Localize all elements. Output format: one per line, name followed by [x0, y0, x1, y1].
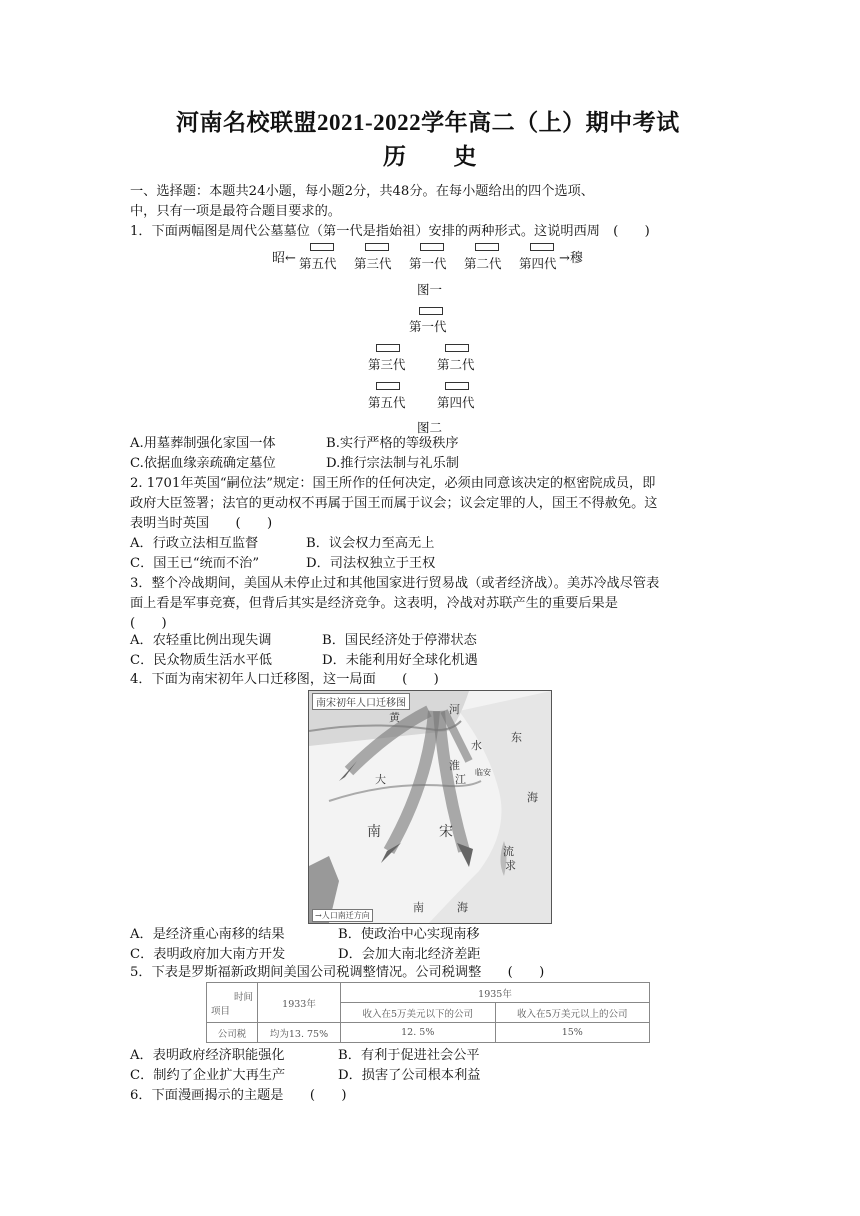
map-label: 水: [471, 739, 482, 752]
map-label-linan: 临安: [475, 768, 491, 777]
q3-stem-line3: ( ): [130, 616, 167, 631]
table-corner: [207, 983, 258, 1023]
q2-stem-line2: 政府大臣签署；法官的更动权不再属于国王而属于议会；议会定罪的人，国王不得赦免。这: [130, 496, 658, 511]
q2-option-d[interactable]: D．司法权独立于王权: [306, 556, 436, 571]
map-label: 流: [503, 845, 514, 858]
value-low-income: 12. 5%: [341, 1023, 496, 1043]
map-label: 黄: [389, 711, 400, 724]
tomb-box: [365, 243, 389, 251]
page-title: 河南名校联盟2021-2022学年高二（上）期中考试: [176, 110, 680, 135]
q1-stem: 1．下面两幅图是周代公墓墓位（第一代是指始祖）安排的两种形式。这说明西周 ( ): [130, 224, 650, 239]
corner-top-label: 时间: [233, 991, 253, 1003]
q5-option-b[interactable]: B．有利于促进社会公平: [338, 1048, 480, 1063]
q5-option-d[interactable]: D．损害了公司根本利益: [338, 1068, 481, 1083]
map-label: 河: [449, 703, 460, 716]
map-label: 海: [527, 791, 538, 804]
section-instruction-line2: 中，只有一项是最符合题目要求的。: [130, 204, 341, 219]
gen-label: 第四代: [519, 256, 557, 271]
gen-label: 第一代: [409, 319, 447, 334]
gen-label: 第二代: [437, 357, 475, 372]
map-label: 江: [455, 773, 466, 786]
tomb-box: [475, 243, 499, 251]
map-legend: →人口南迁方向: [312, 909, 373, 922]
q6-stem: 6．下面漫画揭示的主题是 ( ): [130, 1088, 347, 1103]
tomb-box: [445, 344, 469, 352]
q4-stem: 4．下面为南宋初年人口迁移图，这一局面 ( ): [130, 672, 439, 687]
map-graphic: [309, 691, 551, 923]
map-label: 南: [367, 824, 381, 840]
q1-option-a[interactable]: A.用墓葬制强化家国一体: [130, 436, 276, 451]
value-high-income: 15%: [495, 1023, 650, 1043]
q3-stem-line2: 面上看是军事竞赛，但背后其实是经济竞争。这表明，冷战对苏联产生的重要后果是: [130, 596, 618, 611]
population-migration-map: [308, 690, 552, 924]
q2-option-a[interactable]: A．行政立法相互监督: [130, 536, 259, 551]
value-1933: 均为13. 75%: [258, 1023, 341, 1043]
q3-option-a[interactable]: A．农轻重比例出现失调: [130, 633, 272, 648]
gen-label: 第五代: [299, 256, 337, 271]
q1-option-d[interactable]: D.推行宗法制与礼乐制: [326, 456, 459, 471]
q1-option-b[interactable]: B.实行严格的等级秩序: [326, 436, 459, 451]
gen-label: 第三代: [354, 256, 392, 271]
figure-1-caption: 图一: [417, 282, 443, 297]
q2-stem-line3: 表明当时英国 ( ): [130, 516, 273, 531]
q3-stem-line1: 3．整个冷战期间，美国从未停止过和其他国家进行贸易战（或者经济战）。美苏冷战尽管表: [130, 576, 660, 591]
corner-bottom-label: 项目: [211, 1005, 231, 1017]
map-label: 淮: [449, 759, 460, 772]
subject-title: 历 史: [383, 144, 477, 169]
q3-option-b[interactable]: B．国民经济处于停滞状态: [322, 633, 477, 648]
header-1935: 1935年: [341, 983, 650, 1003]
map-label: 南: [413, 901, 424, 914]
gen-label: 第四代: [437, 395, 475, 410]
subheader-high-income: 收入在5万美元以上的公司: [495, 1003, 650, 1023]
tomb-box: [376, 344, 400, 352]
map-label: 宋: [439, 824, 453, 840]
q4-option-c[interactable]: C．表明政府加大南方开发: [130, 947, 286, 962]
map-label: 海: [457, 901, 468, 914]
q1-option-c[interactable]: C.依据血缘亲疏确定墓位: [130, 456, 276, 471]
zhao-label: 昭←: [272, 251, 296, 266]
q5-stem: 5．下表是罗斯福新政期间美国公司税调整情况。公司税调整 ( ): [130, 965, 545, 980]
gen-label: 第五代: [368, 395, 406, 410]
tomb-box: [420, 243, 444, 251]
row-label-corporate-tax: 公司税: [207, 1023, 258, 1043]
tomb-box: [419, 307, 443, 315]
map-title: 南宋初年人口迁移图: [312, 693, 410, 710]
section-instruction-line1: 一、选择题：本题共24小题，每小题2分，共48分。在每小题给出的四个选项、: [130, 184, 594, 199]
header-1933: 1933年: [258, 983, 341, 1023]
subheader-low-income: 收入在5万美元以下的公司: [341, 1003, 496, 1023]
gen-label: 第三代: [368, 357, 406, 372]
q5-option-a[interactable]: A．表明政府经济职能强化: [130, 1048, 285, 1063]
q3-option-d[interactable]: D．未能利用好全球化机遇: [322, 653, 478, 668]
tomb-box: [310, 243, 334, 251]
q2-option-c[interactable]: C．国王已“统而不治”: [130, 556, 260, 571]
gen-label: 第一代: [409, 256, 447, 271]
q5-option-c[interactable]: C．制约了企业扩大再生产: [130, 1068, 286, 1083]
map-label: 求: [505, 859, 516, 872]
corporate-tax-table: [206, 982, 650, 1043]
map-label: 东: [511, 731, 522, 744]
q2-stem-line1: 2. 1701年英国“嗣位法”规定：国王所作的任何决定，必须由同意该决定的枢密院成员，即: [130, 476, 656, 491]
q2-option-b[interactable]: B．议会权力至高无上: [306, 536, 435, 551]
tomb-box: [530, 243, 554, 251]
q4-option-d[interactable]: D．会加大南北经济差距: [338, 947, 481, 962]
tomb-box: [445, 382, 469, 390]
gen-label: 第二代: [464, 256, 502, 271]
q4-option-a[interactable]: A．是经济重心南移的结果: [130, 927, 285, 942]
tomb-box: [376, 382, 400, 390]
q3-option-c[interactable]: C．民众物质生活水平低: [130, 653, 272, 668]
mu-label: →穆: [559, 251, 583, 266]
q4-option-b[interactable]: B．使政治中心实现南移: [338, 927, 480, 942]
map-label: 大: [375, 773, 386, 786]
figure-2-caption: 图二: [417, 420, 443, 435]
